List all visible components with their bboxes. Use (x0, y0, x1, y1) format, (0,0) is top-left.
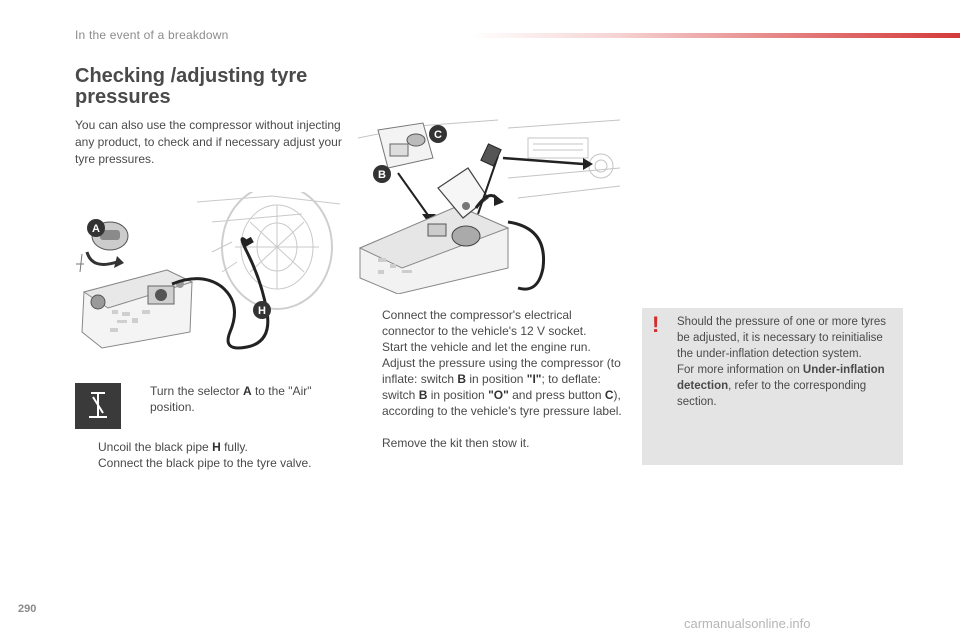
step-remove-kit: Remove the kit then stow it. (382, 436, 530, 450)
step-connect-socket: Connect the compressor's electrical connector to the vehicle's 12 V socket. (382, 308, 587, 338)
callout-c: C (434, 129, 442, 141)
step-turn-selector: Turn the selector A to the "Air" position. (150, 384, 312, 414)
step-start-vehicle: Start the vehicle and let the engine run. (382, 340, 591, 354)
header-accent-bar (470, 33, 960, 38)
tyre-kit-icon (75, 383, 121, 429)
warning-note-text: Should the pressure of one or more tyres be adjusted, it is necessary to reinitialise the under-inflation detection system. For more information on Under-inflation detection, refer to the corresponding section. (677, 316, 887, 408)
step-uncoil-pipe: Uncoil the black pipe H fully. (98, 440, 248, 454)
compressor-socket-illustration (358, 118, 620, 294)
step-connect-pipe: Connect the black pipe to the tyre valve. (98, 456, 312, 470)
page-title: Checking /adjusting tyre pressures (75, 65, 308, 108)
compressor-hose-illustration (72, 192, 340, 352)
callout-h: H (258, 305, 266, 317)
section-header: In the event of a breakdown (75, 28, 229, 42)
warning-note (642, 308, 903, 465)
page-number: 290 (18, 603, 37, 615)
callout-b: B (378, 169, 386, 181)
intro-paragraph: You can also use the compressor without injecting any product, to check and if necessary adjust your tyre pressures. (75, 118, 342, 166)
watermark: carmanualsonline.info (684, 616, 811, 631)
step-adjust-pressure: Adjust the pressure using the compressor (to inflate: switch B in position "I"; to deflate: switch B in position "O" and press button C), according to the vehicle's tyre pressure label. (382, 356, 622, 418)
callout-a: A (92, 223, 100, 235)
warning-exclamation-icon: ! (652, 312, 660, 337)
